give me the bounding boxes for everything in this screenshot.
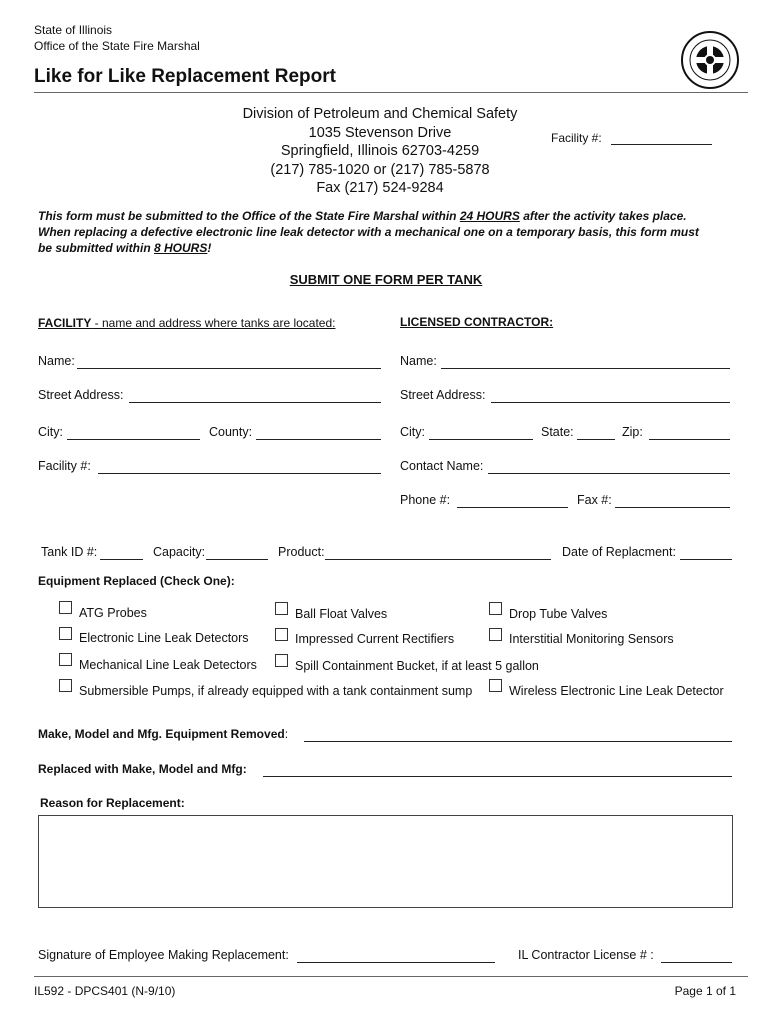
capacity-label: Capacity: xyxy=(153,545,206,559)
checkbox-submersible-pumps[interactable] xyxy=(59,679,72,692)
label-mechanical-line-leak-detectors: Mechanical Line Leak Detectors xyxy=(79,658,257,672)
facility-county-field[interactable] xyxy=(256,439,381,440)
label-atg-probes: ATG Probes xyxy=(79,606,147,620)
capacity-field[interactable] xyxy=(206,559,268,560)
label-impressed-current-rectifiers: Impressed Current Rectifiers xyxy=(295,632,455,646)
contractor-city-label: City: xyxy=(400,425,425,439)
contractor-license-label: IL Contractor License # : xyxy=(518,948,654,962)
facility-heading: FACILITY - name and address where tanks are located: xyxy=(38,316,336,330)
equipment-removed-field[interactable] xyxy=(304,741,732,742)
fire-marshal-seal-icon xyxy=(680,30,740,90)
contractor-zip-label: Zip: xyxy=(622,425,643,439)
label-ball-float-valves: Ball Float Valves xyxy=(295,607,388,621)
signature-field[interactable] xyxy=(297,962,495,963)
contractor-city-field[interactable] xyxy=(429,439,533,440)
division-street: 1035 Stevenson Drive xyxy=(308,124,452,141)
submit-one-form-note: SUBMIT ONE FORM PER TANK xyxy=(289,272,483,287)
contractor-license-field[interactable] xyxy=(661,962,732,963)
product-label: Product: xyxy=(278,545,325,559)
equipment-heading: Equipment Replaced (Check One): xyxy=(38,574,235,588)
replaced-with-label: Replaced with Make, Model and Mfg: xyxy=(38,762,247,776)
state-name: State of Illinois xyxy=(34,23,113,37)
reason-textarea[interactable] xyxy=(38,815,733,908)
facility-name-field[interactable] xyxy=(77,368,381,369)
contractor-name-field[interactable] xyxy=(441,368,730,369)
contractor-state-label: State: xyxy=(541,425,574,439)
contractor-phone-label: Phone #: xyxy=(400,493,451,507)
top-facility-field[interactable] xyxy=(611,144,712,145)
contractor-contact-field[interactable] xyxy=(488,473,730,474)
division-city: Springfield, Illinois 62703-4259 xyxy=(280,143,480,159)
contractor-fax-label: Fax #: xyxy=(577,493,612,507)
checkbox-atg-probes[interactable] xyxy=(59,601,72,614)
page-title: Like for Like Replacement Report xyxy=(34,66,336,87)
submission-notice: This form must be submitted to the Office of the State Fire Marshal within 24 HOURS after the activity takes place. When replacing a defective electronic line leak detector with a mechanical one on a temporary basis, this form must be submitted within 8 HOURS! xyxy=(38,209,699,255)
label-submersible-pumps: Submersible Pumps, if already equipped with a tank containment sump xyxy=(79,684,473,698)
contractor-zip-field[interactable] xyxy=(649,439,730,440)
contractor-phone-field[interactable] xyxy=(457,507,568,508)
signature-label: Signature of Employee Making Replacement: xyxy=(38,948,289,962)
label-interstitial-monitoring-sensors: Interstitial Monitoring Sensors xyxy=(509,632,674,646)
form-id: IL592 - DPCS401 (N-9/10) xyxy=(34,984,176,998)
equipment-removed-label: Make, Model and Mfg. Equipment Removed: xyxy=(38,727,289,741)
contractor-heading: LICENSED CONTRACTOR: xyxy=(400,315,554,329)
facility-city-field[interactable] xyxy=(67,439,200,440)
tank-id-label: Tank ID #: xyxy=(41,545,98,559)
checkbox-interstitial-monitoring-sensors[interactable] xyxy=(489,628,502,641)
facility-city-label: City: xyxy=(38,425,63,439)
top-facility-label: Facility #: xyxy=(551,131,602,145)
contractor-street-field[interactable] xyxy=(491,402,730,403)
label-drop-tube-valves: Drop Tube Valves xyxy=(509,607,608,621)
replacement-date-field[interactable] xyxy=(680,559,732,560)
label-electronic-line-leak-detectors: Electronic Line Leak Detectors xyxy=(79,631,249,645)
checkbox-electronic-line-leak-detectors[interactable] xyxy=(59,627,72,640)
division-fax: Fax (217) 524-9284 xyxy=(316,180,444,196)
office-name: Office of the State Fire Marshal xyxy=(34,39,200,53)
replacement-date-label: Date of Replacment: xyxy=(562,545,676,559)
replaced-with-field[interactable] xyxy=(263,776,732,777)
facility-number-field[interactable] xyxy=(98,473,381,474)
division-name: Division of Petroleum and Chemical Safety xyxy=(242,106,518,122)
footer-divider xyxy=(34,976,748,977)
checkbox-mechanical-line-leak-detectors[interactable] xyxy=(59,653,72,666)
facility-county-label: County: xyxy=(209,425,253,439)
checkbox-impressed-current-rectifiers[interactable] xyxy=(275,628,288,641)
reason-label: Reason for Replacement: xyxy=(40,796,185,810)
product-field[interactable] xyxy=(325,559,551,560)
label-spill-containment-bucket: Spill Containment Bucket, if at least 5 gallon xyxy=(295,659,539,673)
page-number: Page 1 of 1 xyxy=(674,984,736,998)
label-wireless-electronic-line-leak-detector: Wireless Electronic Line Leak Detector xyxy=(509,684,724,698)
contractor-state-field[interactable] xyxy=(577,439,615,440)
facility-name-label: Name: xyxy=(38,354,75,368)
facility-street-field[interactable] xyxy=(129,402,381,403)
division-phone: (217) 785-1020 or (217) 785-5878 xyxy=(270,161,490,178)
division-address xyxy=(200,105,560,198)
header-divider xyxy=(34,92,748,93)
facility-street-label: Street Address: xyxy=(38,388,124,402)
contractor-name-label: Name: xyxy=(400,354,437,368)
contractor-fax-field[interactable] xyxy=(615,507,730,508)
tank-id-field[interactable] xyxy=(100,559,143,560)
contractor-contact-label: Contact Name: xyxy=(400,459,484,473)
contractor-street-label: Street Address: xyxy=(400,388,486,402)
checkbox-spill-containment-bucket[interactable] xyxy=(275,654,288,667)
checkbox-drop-tube-valves[interactable] xyxy=(489,602,502,615)
facility-number-label: Facility #: xyxy=(38,459,91,473)
checkbox-ball-float-valves[interactable] xyxy=(275,602,288,615)
checkbox-wireless-electronic-line-leak-detector[interactable] xyxy=(489,679,502,692)
